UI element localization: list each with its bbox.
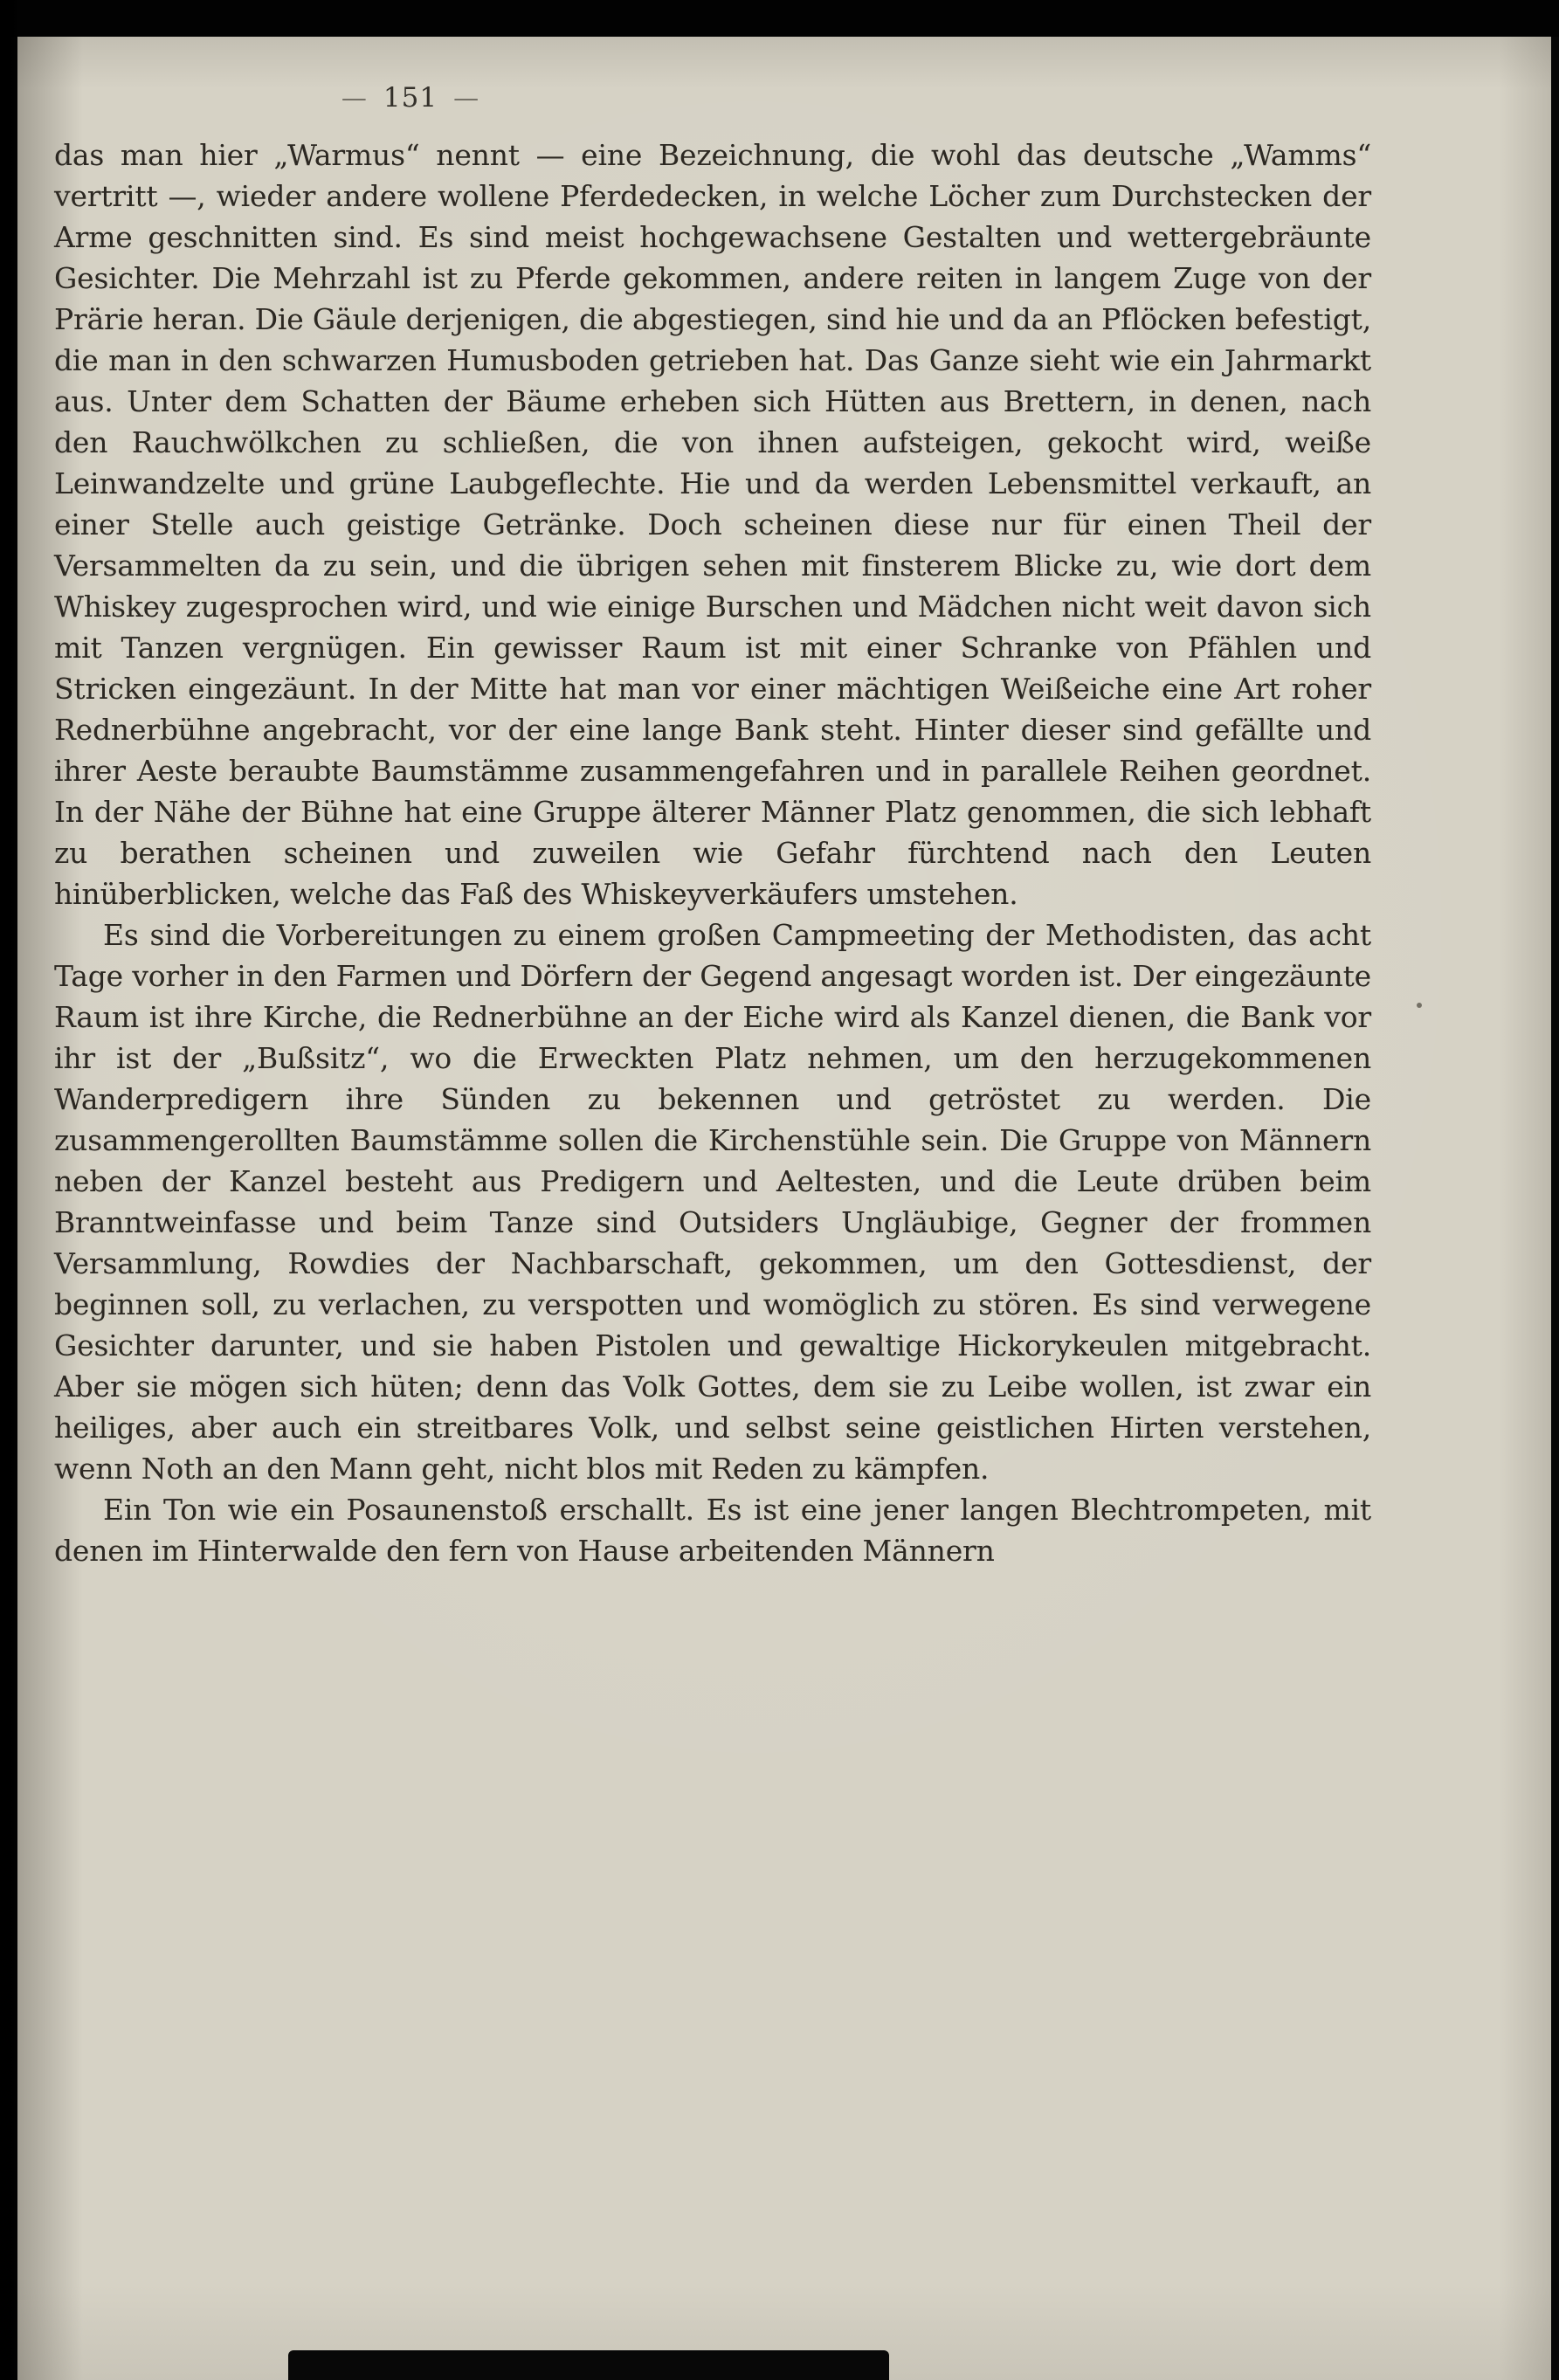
book-page — [17, 37, 1551, 2380]
paragraph: Ein Ton wie ein Posaunenstoß erschallt. Es ist eine jener langen Blechtrompeten, mit denen im Hinterwalde den fern von Hause arbeitenden Männern — [54, 1493, 1371, 1568]
page-header — [17, 82, 804, 114]
header-dash-right: — — [453, 83, 480, 113]
paragraph-continuation: das man hier „Warmus“ nennt — eine Bezeichnung, die wohl das deutsche „Wamms“ vertritt —, wieder andere wollene Pferdedecken, in welche Löcher zum Durchstecken der Arme geschnitten sind. Es sind meist hochgewachsene Gestalten und wettergebräunte Gesichter. Die Mehrzahl ist zu Pferde gekommen, andere reiten in langem Zuge von der Prärie heran. Die Gäule derjenigen, die abgestiegen, sind hie und da an Pflöcken befestigt, die man in den schwarzen Humusboden getrieben hat. Das Ganze sieht wie ein Jahrmarkt aus. Unter dem Schatten der Bäume erheben sich Hütten aus Brettern, in denen, nach den Rauchwölkchen zu schließen, die von ihnen aufsteigen, gekocht wird, weiße Leinwandzelte und grüne Laubgeflechte. Hie und da werden Lebensmittel verkauft, an einer Stelle auch geistige Getränke. Doch scheinen diese nur für einen Theil der Versammelten da zu sein, und die übrigen sehen mit finsterem Blicke zu, wie dort dem Whiskey zugesprochen wird, und wie einige Burschen und Mädchen nicht weit davon sich mit Tanzen vergnügen. Ein gewisser Raum ist mit einer Schranke von Pfählen und Stricken eingezäunt. In der Mitte hat man vor einer mächtigen Weißeiche eine Art roher Rednerbühne angebracht, vor der eine lange Bank steht. Hinter dieser sind gefällte und ihrer Aeste beraubte Baumstämme zusammengefahren und in parallele Reihen geordnet. In der Nähe der Bühne hat eine Gruppe älterer Männer Platz genommen, die sich lebhaft zu berathen scheinen und zuweilen wie Gefahr fürchtend nach den Leuten hinüberblicken, welche das Faß des Whiskeyverkäufers umstehen. — [54, 138, 1371, 911]
scan-left-binding-edge — [0, 0, 17, 2380]
paragraph: Es sind die Vorbereitungen zu einem großen Campmeeting der Methodisten, das acht Tage vorher in den Farmen und Dörfern der Gegend angesagt worden ist. Der eingezäunte Raum ist ihre Kirche, die Rednerbühne an der Eiche wird als Kanzel dienen, die Bank vor ihr ist der „Bußsitz“, wo die Erweckten Platz nehmen, um den herzugekommenen Wanderpredigern ihre Sünden zu bekennen und getröstet zu werden. Die zusammengerollten Baumstämme sollen die Kirchenstühle sein. Die Gruppe von Männern neben der Kanzel besteht aus Predigern und Aeltesten, und die Leute drüben beim Branntweinfasse und beim Tanze sind Outsiders Ungläubige, Gegner der frommen Versammlung, Rowdies der Nachbarschaft, gekommen, um den Gottesdienst, der beginnen soll, zu verlachen, zu verspotten und womöglich zu stören. Es sind verwegene Gesichter darunter, und sie haben Pistolen und gewaltige Hickorykeulen mitgebracht. Aber sie mögen sich hüten; denn das Volk Gottes, dem sie zu Leibe wollen, ist zwar ein heiliges, aber auch ein streitbares Volk, und selbst seine geistlichen Hirten verstehen, wenn Noth an den Mann geht, nicht blos mit Reden zu kämpfen. — [54, 918, 1371, 1486]
ink-speck — [1417, 1003, 1422, 1008]
scan-top-black-edge — [0, 0, 1559, 37]
body-text — [54, 135, 1371, 1571]
page-number: 151 — [383, 82, 438, 114]
scan-bottom-black-bar — [288, 2350, 889, 2380]
header-dash-left: — — [341, 83, 368, 113]
